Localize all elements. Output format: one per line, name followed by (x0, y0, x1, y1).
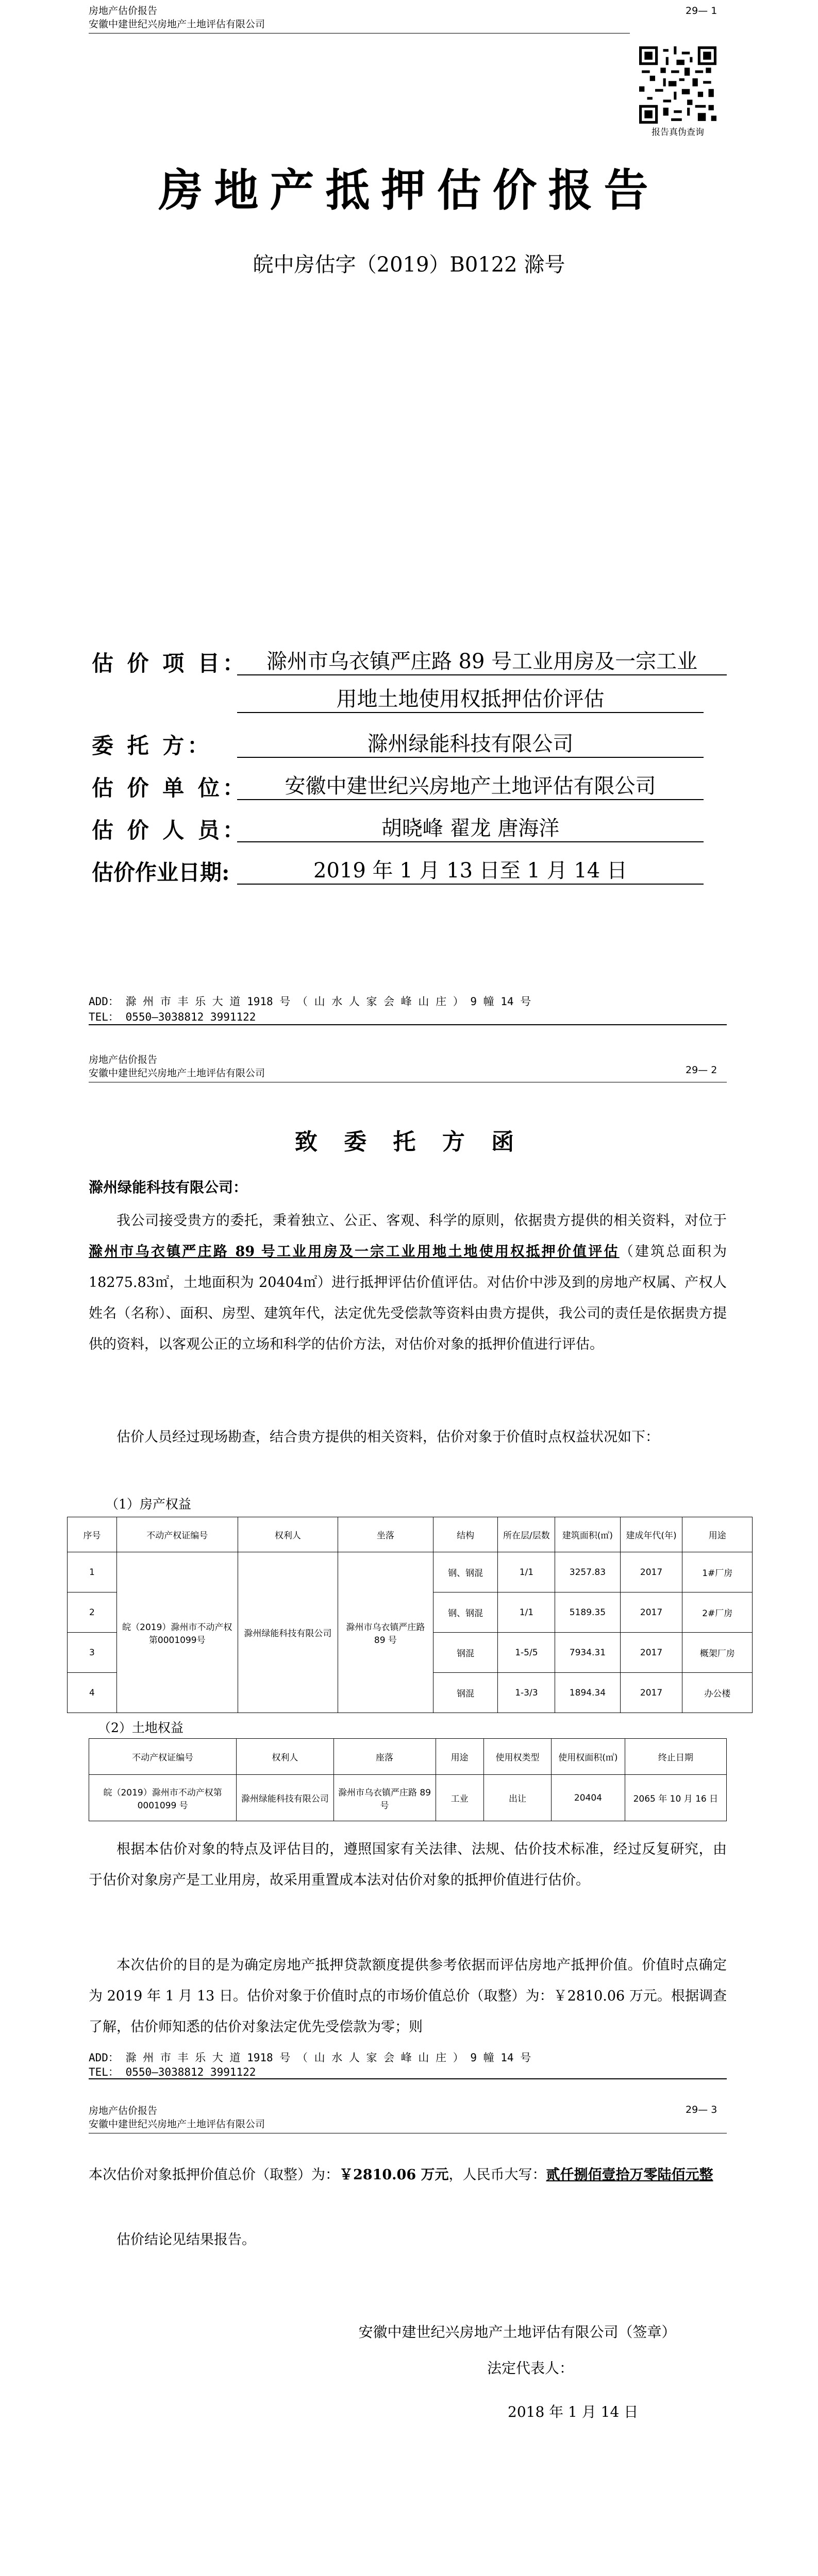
addressee: 滁州绿能科技有限公司： (89, 1179, 248, 1196)
th-land-area: 使用权面积(㎡) (552, 1739, 625, 1775)
cell-no: 1 (68, 1552, 117, 1592)
cell-floor: 1-3/3 (498, 1673, 555, 1713)
th-structure: 结构 (433, 1517, 498, 1552)
field-label-appraiser-org: 估 价 单 位： (92, 775, 247, 801)
cell-no: 3 (68, 1633, 117, 1673)
paragraph-2: 估价人员经过现场勘查，结合贵方提供的相关资料，估价对象于价值时点权益状况如下： (116, 1429, 659, 1445)
land-caption: （2）土地权益 (98, 1720, 183, 1735)
cell-use: 办公楼 (682, 1673, 753, 1713)
cell-land-use: 工业 (436, 1775, 483, 1821)
cell-no: 4 (68, 1673, 117, 1713)
value-summary-text-2: ，人民币大写： (448, 2167, 546, 2183)
cell-floor: 1/1 (498, 1592, 555, 1633)
field-value-date: 2019 年 1 月 13 日至 1 月 14 日 (237, 854, 704, 885)
field-label-date: 估价作业日期: (92, 860, 230, 885)
value-amount-words: 贰仟捌佰壹拾万零陆佰元整 (546, 2167, 713, 2183)
cell-cert: 皖（2019）滁州市不动产权第0001099号 (116, 1552, 238, 1713)
value-summary-text: 本次估价对象抵押价值总价（取整）为： (89, 2167, 339, 2183)
cell-use: 1#厂房 (682, 1552, 753, 1592)
field-value-project-line2: 用地土地使用权抵押估价评估 (237, 683, 704, 713)
header-title: 房地产估价报告 (89, 1054, 158, 1065)
cell-floor: 1-5/5 (498, 1633, 555, 1673)
page-number: 29— 3 (686, 2104, 717, 2115)
th-use: 用途 (682, 1517, 753, 1552)
header-title: 房地产估价报告 (89, 2105, 158, 2116)
th-land-location: 座落 (333, 1739, 436, 1775)
page-number: 29— 1 (686, 5, 717, 16)
header-company: 安徽中建世纪兴房地产土地评估有限公司 (89, 1067, 265, 1079)
paragraph-1-project: 滁州市乌衣镇严庄路 89 号工业用房及一宗工业用地土地使用权抵押价值评估 (89, 1244, 620, 1260)
report-number: 皖中房估字（2019）B0122 滁号 (253, 253, 565, 277)
field-label-appraisers: 估 价 人 员： (92, 818, 247, 843)
header-company: 安徽中建世纪兴房地产土地评估有限公司 (89, 19, 265, 30)
cell-structure: 钢混 (433, 1673, 498, 1713)
signature-date: 2018 年 1 月 14 日 (508, 2403, 639, 2420)
conclusion-note: 估价结论见结果报告。 (116, 2232, 256, 2248)
qr-code-icon[interactable] (639, 46, 716, 124)
th-land-owner: 权利人 (237, 1739, 333, 1775)
cell-structure: 钢、钢混 (433, 1592, 498, 1633)
footer-address: ADD： 滁 州 市 丰 乐 大 道 1918 号 （ 山 水 人 家 会 峰 山 庄 ） 9 幢 14 号 (89, 995, 531, 1008)
main-title: 房地产抵押估价报告 (158, 164, 660, 216)
value-amount: ￥2810.06 万元 (339, 2167, 449, 2183)
land-rights-table (89, 1738, 727, 1821)
th-area: 建筑面积(㎡) (555, 1517, 620, 1552)
signature-company: 安徽中建世纪兴房地产土地评估有限公司（签章） (358, 2324, 676, 2341)
field-value-appraiser-org: 安徽中建世纪兴房地产土地评估有限公司 (237, 770, 704, 800)
th-location: 坐落 (338, 1517, 433, 1552)
cell-area: 1894.34 (555, 1673, 620, 1713)
qr-caption: 报告真伪查询 (652, 127, 704, 138)
field-label-client: 委 托 方： (92, 733, 212, 758)
paragraph-1-text-cont: （建筑总面积为 18275.83㎡，土地面积为 20404㎡）进行抵押评估价值评估。对估价中涉及到的房地产权属、产权人姓名（名称）、面积、房型、建筑年代，法定优先受偿款等资料由贵方提供，我公司的责任是依据贵方提供的资料，以客观公正的立场和科学的估价方法，对估价对象的抵押价值进行评估。 (89, 1244, 727, 1352)
cell-year: 2017 (620, 1552, 682, 1592)
value-summary (89, 2160, 727, 2191)
field-value-client: 滁州绿能科技有限公司 (237, 727, 704, 758)
paragraph-1-text: 我公司接受贵方的委托，秉着独立、公正、客观、科学的原则，依据贵方提供的相关资料，对位于 (116, 1213, 727, 1229)
footer-tel: TEL： 0550—3038812 3991122 (89, 1011, 256, 1023)
paragraph-1 (89, 1206, 727, 1360)
field-value-project-line1: 滁州市乌衣镇严庄路 89 号工业用房及一宗工业 (237, 645, 727, 675)
cell-land-owner: 滁州绿能科技有限公司 (237, 1775, 333, 1821)
th-cert: 不动产权证编号 (116, 1517, 238, 1552)
th-land-use: 用途 (436, 1739, 483, 1775)
cell-owner: 滁州绿能科技有限公司 (238, 1552, 338, 1713)
cell-year: 2017 (620, 1633, 682, 1673)
house-caption: （1）房产权益 (106, 1497, 191, 1512)
cell-structure: 钢、钢混 (433, 1552, 498, 1592)
th-year: 建成年代(年) (620, 1517, 682, 1552)
th-land-type: 使用权类型 (483, 1739, 551, 1775)
th-land-cert: 不动产权证编号 (89, 1739, 237, 1775)
cell-no: 2 (68, 1592, 117, 1633)
field-label-project: 估 价 项 目： (92, 651, 247, 676)
house-rights-table (67, 1517, 753, 1713)
table-row (68, 1552, 753, 1592)
paragraph-4: 本次估价的目的是为确定房地产抵押贷款额度提供参考依据而评估房地产抵押价值。价值时点确定为 2019 年 1 月 13 日。估价对象于价值时点的市场价值总价（取整）为：￥2810.06 万元。根据调查了解，估价师知悉的估价对象法定优先受偿款为零；则 (89, 1957, 727, 2035)
footer-rule (89, 2078, 727, 2079)
cell-land-cert: 皖（2019）滁州市不动产权第 0001099 号 (89, 1775, 237, 1821)
page-number: 29— 2 (686, 1064, 717, 1076)
cell-floor: 1/1 (498, 1552, 555, 1592)
cell-area: 7934.31 (555, 1633, 620, 1673)
cell-year: 2017 (620, 1673, 682, 1713)
cell-land-location: 滁州市乌衣镇严庄路 89 号 (333, 1775, 436, 1821)
header-company: 安徽中建世纪兴房地产土地评估有限公司 (89, 2119, 265, 2130)
cell-location: 滁州市乌衣镇严庄路 89 号 (338, 1552, 433, 1713)
th-floor: 所在层/层数 (498, 1517, 555, 1552)
letter-heading: 致 委 托 方 函 (294, 1129, 524, 1155)
th-owner: 权利人 (238, 1517, 338, 1552)
footer-rule (89, 1024, 727, 1025)
footer-address: ADD： 滁 州 市 丰 乐 大 道 1918 号 （ 山 水 人 家 会 峰 山 庄 ） 9 幢 14 号 (89, 2052, 531, 2064)
paragraph-3: 根据本估价对象的特点及评估目的，遵照国家有关法律、法规、估价技术标准，经过反复研究，由于估价对象房产是工业用房，故采用重置成本法对估价对象的抵押价值进行估价。 (89, 1841, 727, 1888)
th-no: 序号 (68, 1517, 117, 1552)
cell-use: 概架厂房 (682, 1633, 753, 1673)
cell-land-type: 出让 (483, 1775, 551, 1821)
table-row (89, 1775, 727, 1821)
cell-land-end: 2065 年 10 月 16 日 (625, 1775, 726, 1821)
cell-use: 2#厂房 (682, 1592, 753, 1633)
cell-land-area: 20404 (552, 1775, 625, 1821)
cell-year: 2017 (620, 1592, 682, 1633)
signature-representative: 法定代表人： (487, 2360, 574, 2377)
cell-structure: 钢混 (433, 1633, 498, 1673)
cell-area: 5189.35 (555, 1592, 620, 1633)
footer-tel: TEL： 0550—3038812 3991122 (89, 2066, 256, 2078)
field-value-appraisers: 胡晓峰 翟龙 唐海洋 (237, 812, 704, 842)
header-title: 房地产估价报告 (89, 5, 158, 16)
th-land-end: 终止日期 (625, 1739, 726, 1775)
cell-area: 3257.83 (555, 1552, 620, 1592)
